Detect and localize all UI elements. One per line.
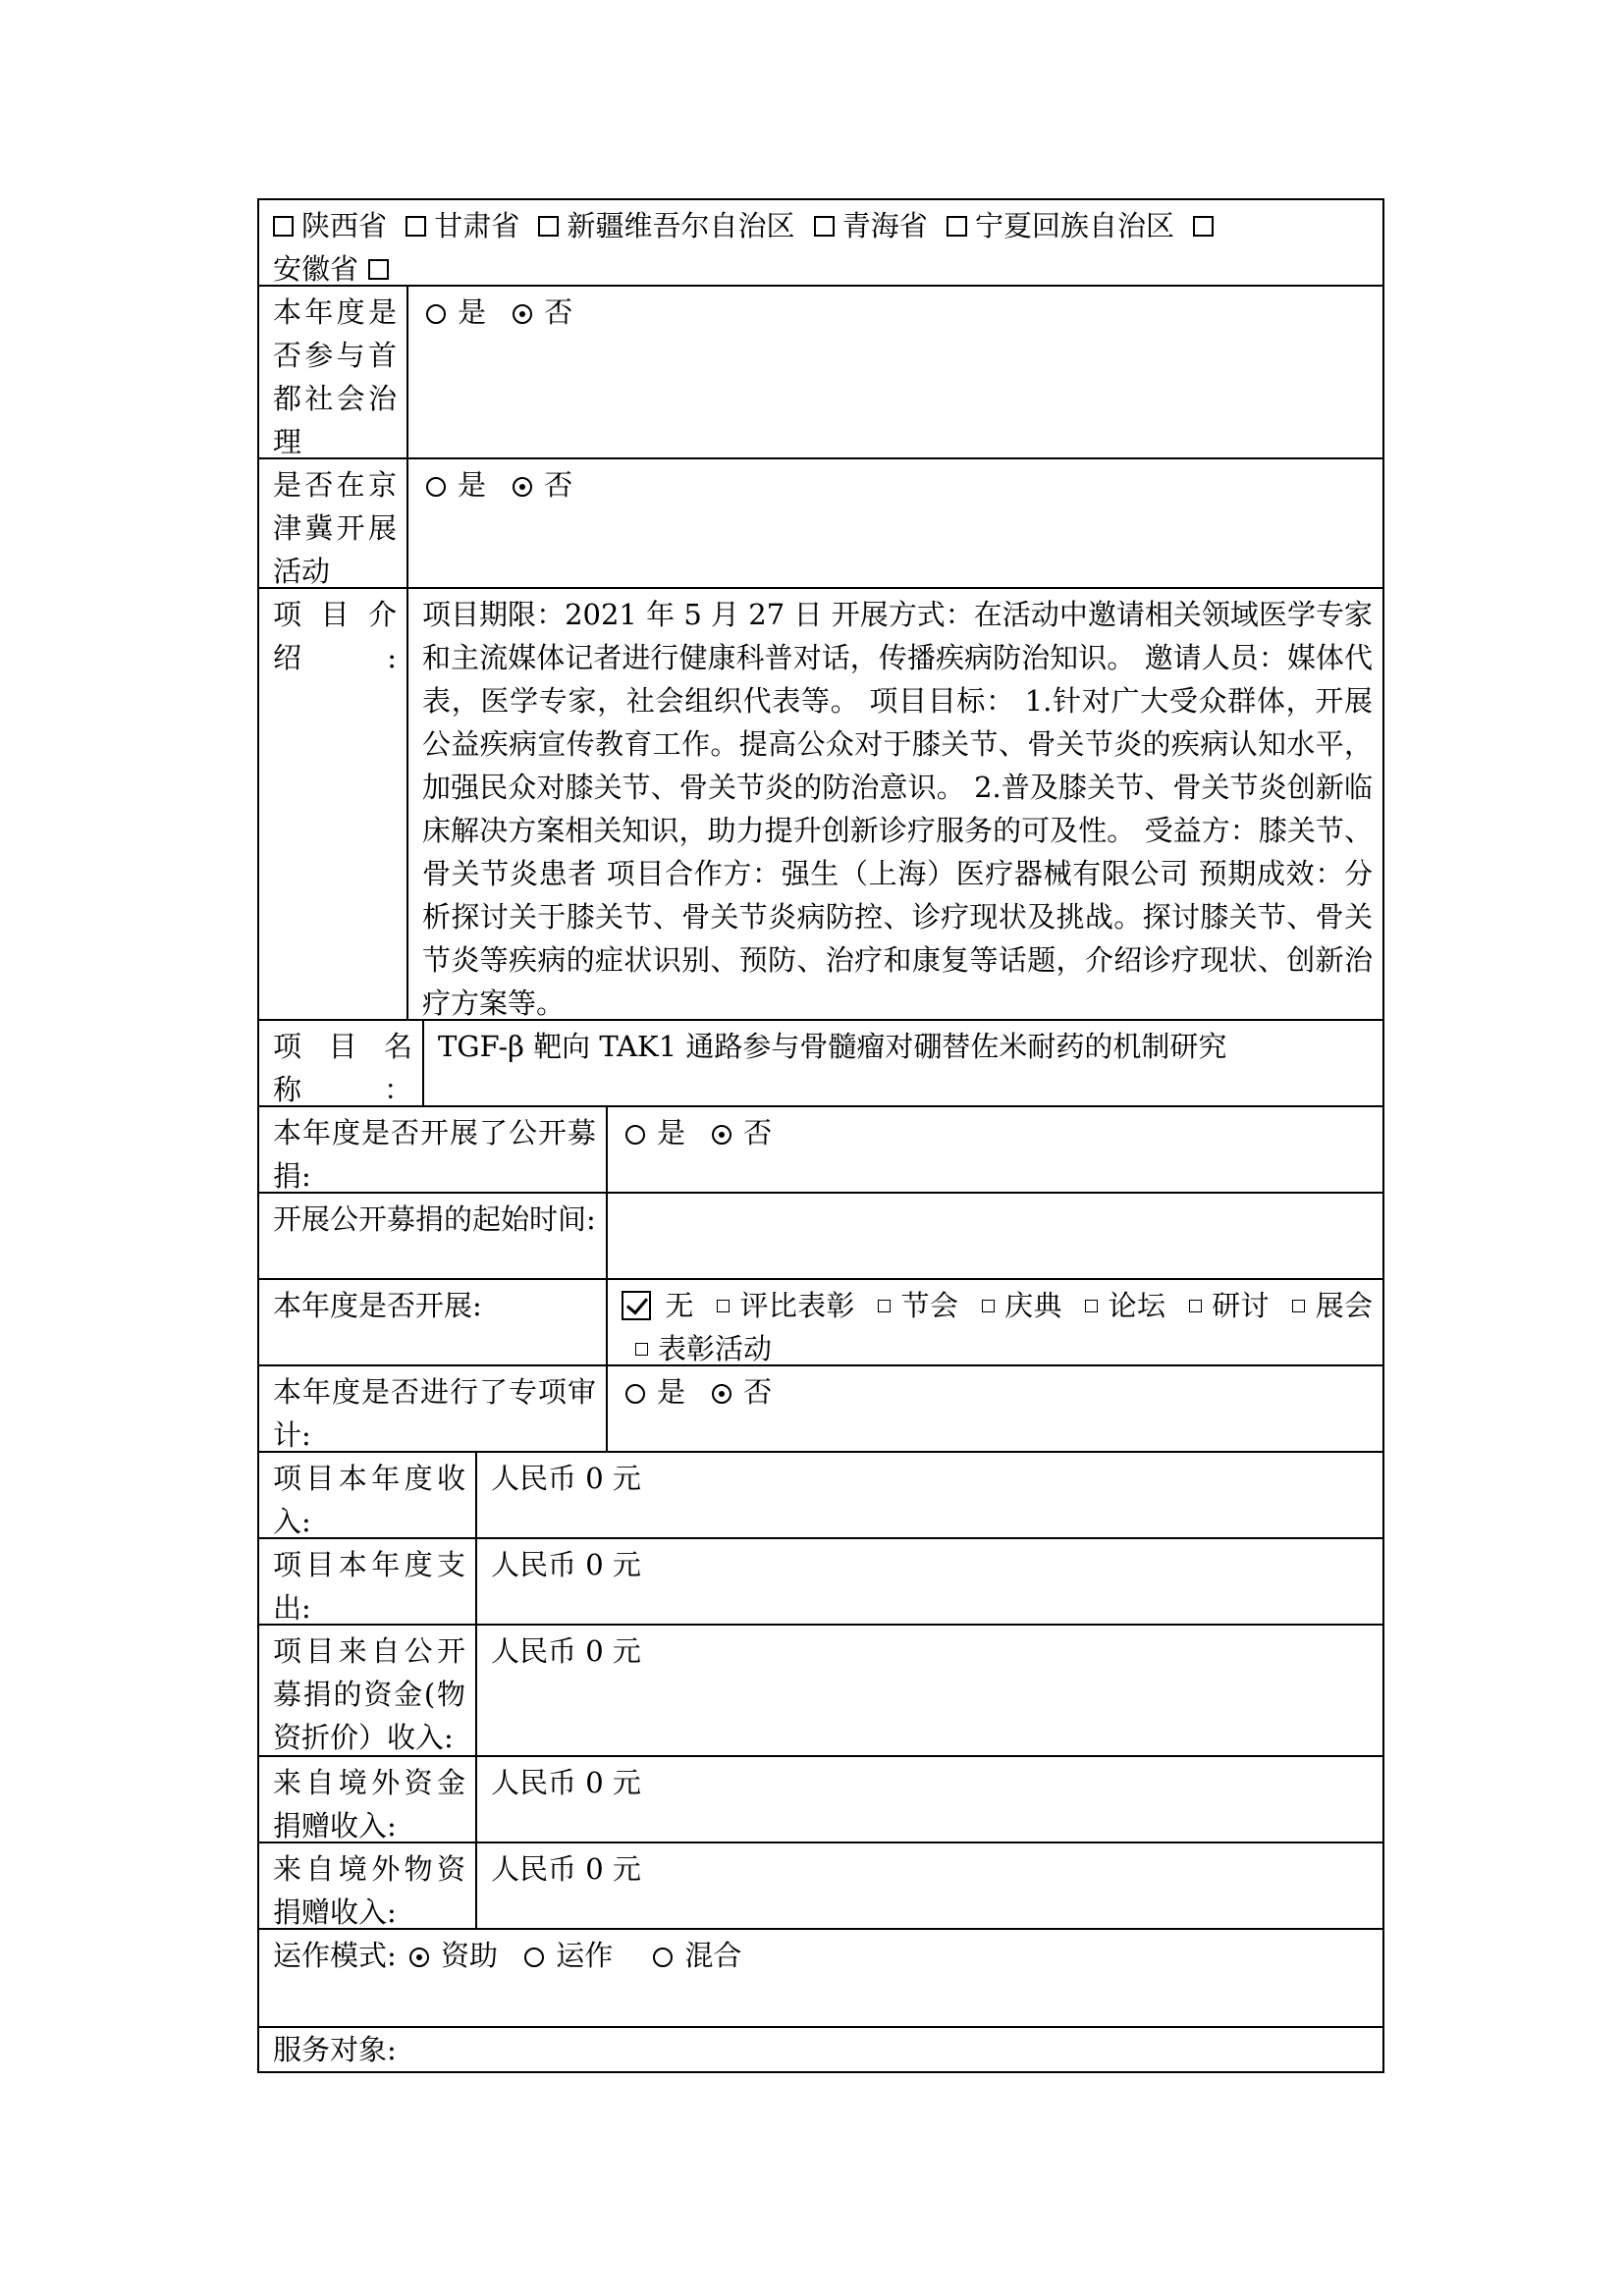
foreign-cash-label: 来自境外资金捐赠收入: (259, 1757, 477, 1842)
service-target-row (257, 2028, 1384, 2073)
checkbox-icon[interactable] (1085, 1300, 1098, 1312)
province-item[interactable]: 宁夏回族自治区 (947, 209, 1184, 242)
radio-icon[interactable] (653, 1948, 673, 1967)
jingjinji-label: 是否在京津冀开展活动 (259, 459, 408, 587)
income-row (257, 1453, 1384, 1539)
checkbox-icon[interactable] (1193, 216, 1214, 237)
project-name-label: 项 目 名 称 ： (259, 1021, 424, 1105)
expense-row (257, 1539, 1384, 1626)
special-audit-row (257, 1366, 1384, 1453)
project-name-value: TGF-β 靶向 TAK1 通路参与骨髓瘤对硼替佐米耐药的机制研究 (438, 1030, 1227, 1063)
foreign-cash-row (257, 1757, 1384, 1843)
radio-no-selected-icon[interactable] (712, 1125, 731, 1145)
checkbox-icon[interactable] (1292, 1300, 1305, 1312)
public-fundraising-label: 本年度是否开展了公开募捐: (259, 1107, 608, 1192)
fundraising-start-label: 开展公开募捐的起始时间: (259, 1194, 608, 1278)
public-fundraising-row (257, 1107, 1384, 1194)
radio-no-selected-icon[interactable] (712, 1384, 731, 1404)
radio-yes-icon[interactable] (426, 477, 446, 497)
governance-radio-group: 是 否 (408, 287, 1382, 457)
radio-yes-icon[interactable] (426, 304, 446, 324)
governance-label: 本年度是否参与首都社会治理 (259, 287, 408, 457)
fundraising-start-value (608, 1194, 1382, 1278)
governance-row (257, 287, 1384, 459)
checkbox-icon[interactable] (717, 1300, 730, 1312)
checkbox-icon[interactable] (368, 259, 389, 280)
checkbox-icon[interactable] (982, 1300, 995, 1312)
radio-no-selected-icon[interactable] (513, 477, 532, 497)
foreign-goods-label: 来自境外物资捐赠收入: (259, 1843, 477, 1928)
checkbox-icon[interactable] (635, 1343, 648, 1356)
public-fundraising-radio-group: 是 否 (608, 1107, 1382, 1192)
radio-no-selected-icon[interactable] (513, 304, 532, 324)
activities-label: 本年度是否开展: (259, 1280, 608, 1364)
province-row (257, 198, 1384, 287)
special-audit-radio-group: 是 否 (608, 1366, 1382, 1451)
radio-yes-icon[interactable] (625, 1125, 645, 1145)
income-label: 项目本年度收入: (259, 1453, 477, 1537)
province-checkbox-list (259, 200, 1382, 285)
radio-selected-icon[interactable] (409, 1948, 429, 1967)
special-audit-label: 本年度是否进行了专项审计: (259, 1366, 608, 1451)
jingjinji-row (257, 459, 1384, 589)
province-item[interactable]: 青海省 (814, 209, 938, 242)
province-item[interactable]: 安徽省 (273, 252, 397, 286)
service-target-field (259, 2028, 1382, 2071)
province-item[interactable]: 陕西省 (273, 209, 397, 242)
operation-mode-radio-group: 运作模式: 资助 运作 混合 (273, 1939, 742, 1972)
checked-checkbox-icon[interactable] (622, 1291, 651, 1320)
public-income-value: 人民币 0 元 (491, 1634, 641, 1668)
intro-label: 项 目 介 绍: (259, 589, 408, 1019)
checkbox-icon[interactable] (878, 1300, 891, 1312)
expense-value: 人民币 0 元 (491, 1548, 641, 1581)
public-income-row (257, 1626, 1384, 1757)
radio-icon[interactable] (524, 1948, 544, 1967)
foreign-cash-value: 人民币 0 元 (491, 1766, 641, 1799)
activities-checkbox-group: 无 评比表彰 节会 庆典 论坛 研讨 展会 表彰活动 (608, 1280, 1382, 1364)
foreign-goods-row (257, 1843, 1384, 1930)
activities-row (257, 1280, 1384, 1366)
checkbox-icon[interactable] (273, 216, 294, 237)
operation-mode-row (257, 1930, 1384, 2028)
project-report-form (257, 198, 1384, 2073)
project-name-row (257, 1021, 1384, 1107)
jingjinji-radio-group: 是 否 (408, 459, 1382, 587)
foreign-goods-value: 人民币 0 元 (491, 1852, 641, 1886)
checkbox-icon[interactable] (406, 216, 426, 237)
province-item[interactable]: 甘肃省 (406, 209, 529, 242)
intro-row (257, 589, 1384, 1021)
intro-text: 项目期限：2021 年 5 月 27 日 开展方式：在活动中邀请相关领域医学专家和主流媒体记者进行健康科普对话，传播疾病防治知识。 邀请人员：媒体代表，医学专家，社会组织代表等。 项目目标： 1.针对广大受众群体，开展公益疾病宣传教育工作。提高公众对于膝关节、骨关节炎的疾病认知水平，加强民众对膝关节、骨关节炎的防治意识。 2.普及膝关节、骨关节炎创新临床解决方案相关知识，助力提升创新诊疗服务的可及性。 受益方：膝关节、骨关节炎患者 项目合作方：强生（上海）医疗器械有限公司 预期成效：分析探讨关于膝关节、骨关节炎病防控、诊疗现状及挑战。探讨膝关节、骨关节炎等疾病的症状识别、预防、治疗和康复等话题，介绍诊疗现状、创新治疗方案等。 (422, 598, 1373, 1020)
expense-label: 项目本年度支出: (259, 1539, 477, 1624)
income-value: 人民币 0 元 (491, 1462, 641, 1495)
checkbox-icon[interactable] (538, 216, 559, 237)
fundraising-start-row (257, 1194, 1384, 1280)
checkbox-icon[interactable] (814, 216, 835, 237)
service-target-label: 服务对象: (273, 2033, 397, 2066)
public-income-label: 项目来自公开募捐的资金(物资折价）收入: (259, 1626, 477, 1755)
province-item[interactable]: 新疆维吾尔自治区 (538, 209, 804, 242)
operation-mode-label: 运作模式: (273, 1939, 397, 1972)
radio-yes-icon[interactable] (625, 1384, 645, 1404)
checkbox-icon[interactable] (1189, 1300, 1202, 1312)
checkbox-icon[interactable] (947, 216, 967, 237)
